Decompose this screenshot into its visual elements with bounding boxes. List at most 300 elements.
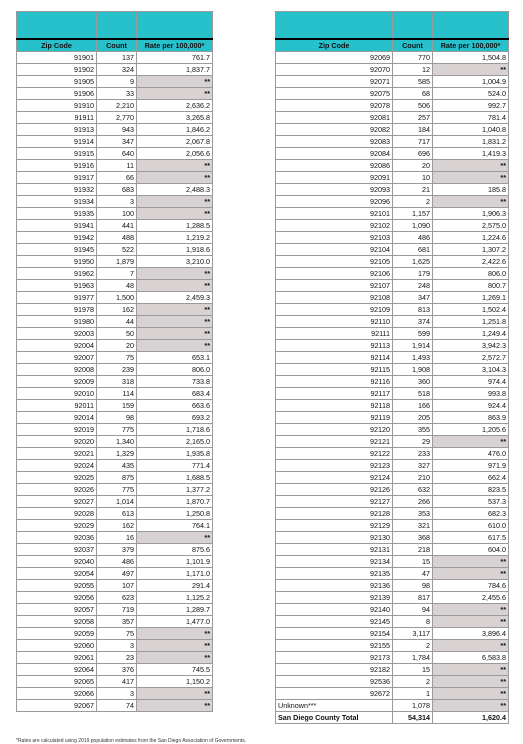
zip-cell: 91942	[17, 232, 97, 244]
count-cell: 11	[97, 160, 137, 172]
count-cell: 488	[97, 232, 137, 244]
table-row	[276, 376, 509, 388]
count-cell: 360	[393, 376, 433, 388]
rate-cell: 1,831.2	[433, 136, 509, 148]
table-row	[276, 352, 509, 364]
rate-cell: **	[137, 88, 213, 100]
zip-cell: 91916	[17, 160, 97, 172]
zip-cell: 92040	[17, 556, 97, 568]
zip-cell: 92113	[276, 340, 393, 352]
rate-cell: **	[137, 532, 213, 544]
zip-cell: 92060	[17, 640, 97, 652]
rate-cell: 610.0	[433, 520, 509, 532]
count-cell: 2	[393, 676, 433, 688]
rate-cell: 3,942.3	[433, 340, 509, 352]
table-row	[17, 184, 213, 196]
table-row	[17, 388, 213, 400]
rate-cell: 1,249.4	[433, 328, 509, 340]
count-cell: 613	[97, 508, 137, 520]
count-cell: 321	[393, 520, 433, 532]
rate-cell: 2,165.0	[137, 436, 213, 448]
count-cell: 166	[393, 400, 433, 412]
zip-cell: 92145	[276, 616, 393, 628]
table-row	[17, 136, 213, 148]
count-cell: 441	[97, 220, 137, 232]
count-cell: 376	[97, 664, 137, 676]
rate-cell: 1,288.5	[137, 220, 213, 232]
zip-cell: 91913	[17, 124, 97, 136]
zip-cell: 92672	[276, 688, 393, 700]
table-row	[276, 568, 509, 580]
zip-cell: 92109	[276, 304, 393, 316]
rate-cell: 806.0	[433, 268, 509, 280]
table-row	[17, 352, 213, 364]
count-cell: 875	[97, 472, 137, 484]
rate-cell: **	[433, 616, 509, 628]
zip-cell: 92024	[17, 460, 97, 472]
zip-cell: 92102	[276, 220, 393, 232]
count-cell: 1,500	[97, 292, 137, 304]
table-row	[17, 64, 213, 76]
table-row	[276, 436, 509, 448]
count-cell: 12	[393, 64, 433, 76]
zip-cell: 92121	[276, 436, 393, 448]
zip-cell: 92014	[17, 412, 97, 424]
total-row	[276, 712, 509, 724]
rate-cell: **	[433, 196, 509, 208]
zip-cell: 92003	[17, 328, 97, 340]
count-cell: 518	[393, 388, 433, 400]
count-cell: 486	[393, 232, 433, 244]
table-row	[17, 232, 213, 244]
rate-cell: 1,918.6	[137, 244, 213, 256]
table-row	[17, 52, 213, 64]
total-count: 54,314	[393, 712, 433, 724]
table-row	[17, 436, 213, 448]
rate-cell: 663.6	[137, 400, 213, 412]
table-row	[276, 640, 509, 652]
table-row	[276, 292, 509, 304]
zip-cell: 91902	[17, 64, 97, 76]
rate-cell: 2,572.7	[433, 352, 509, 364]
zip-cell: 91910	[17, 100, 97, 112]
header-count: Count	[393, 39, 433, 52]
rate-cell: 1,377.2	[137, 484, 213, 496]
rate-cell: 800.7	[433, 280, 509, 292]
rate-cell: 1,718.6	[137, 424, 213, 436]
table-row	[276, 616, 509, 628]
right-zip-table	[275, 11, 509, 724]
table-row	[17, 472, 213, 484]
zip-cell: 92136	[276, 580, 393, 592]
zip-cell: 91932	[17, 184, 97, 196]
zip-cell: 92115	[276, 364, 393, 376]
table-row	[276, 124, 509, 136]
table-row	[276, 76, 509, 88]
rate-cell: **	[433, 664, 509, 676]
zip-cell: 92123	[276, 460, 393, 472]
table-row	[276, 256, 509, 268]
table-row	[17, 676, 213, 688]
table-row	[17, 400, 213, 412]
zip-cell: 92129	[276, 520, 393, 532]
table-row	[17, 412, 213, 424]
table-row	[17, 424, 213, 436]
header-zip: Zip Code	[276, 39, 393, 52]
rate-cell: 2,067.8	[137, 136, 213, 148]
count-cell: 1,914	[393, 340, 433, 352]
count-cell: 20	[393, 160, 433, 172]
table-row	[17, 196, 213, 208]
zip-cell: 92119	[276, 412, 393, 424]
zip-cell: 92111	[276, 328, 393, 340]
zip-cell: 92025	[17, 472, 97, 484]
zip-cell: 92096	[276, 196, 393, 208]
count-cell: 417	[97, 676, 137, 688]
zip-cell: 92070	[276, 64, 393, 76]
count-cell: 1,493	[393, 352, 433, 364]
table-row	[17, 172, 213, 184]
count-cell: 1,157	[393, 208, 433, 220]
table-row	[17, 244, 213, 256]
table-row	[17, 364, 213, 376]
count-cell: 75	[97, 352, 137, 364]
header-band	[17, 12, 213, 40]
table-row	[17, 76, 213, 88]
count-cell: 218	[393, 544, 433, 556]
table-row	[276, 604, 509, 616]
table-row	[276, 304, 509, 316]
rate-cell: 604.0	[433, 544, 509, 556]
rate-cell: 3,104.3	[433, 364, 509, 376]
count-cell: 98	[393, 580, 433, 592]
count-cell: 353	[393, 508, 433, 520]
count-cell: 2,770	[97, 112, 137, 124]
table-row	[17, 268, 213, 280]
rate-cell: 524.0	[433, 88, 509, 100]
rate-cell: **	[137, 280, 213, 292]
zip-cell: 92055	[17, 580, 97, 592]
count-cell: 813	[393, 304, 433, 316]
table-row	[276, 172, 509, 184]
rate-cell: **	[137, 304, 213, 316]
zip-cell: 92027	[17, 496, 97, 508]
rate-cell: **	[433, 640, 509, 652]
table-row	[17, 688, 213, 700]
rate-cell: 537.3	[433, 496, 509, 508]
rate-cell: 971.9	[433, 460, 509, 472]
zip-cell: 92082	[276, 124, 393, 136]
rate-cell: 781.4	[433, 112, 509, 124]
rate-cell: 2,422.6	[433, 256, 509, 268]
zip-cell: 92116	[276, 376, 393, 388]
table-row	[276, 688, 509, 700]
table-row	[17, 124, 213, 136]
zip-cell: 92124	[276, 472, 393, 484]
count-cell: 7	[97, 268, 137, 280]
zip-cell: 92078	[276, 100, 393, 112]
rate-cell: **	[433, 568, 509, 580]
count-cell: 318	[97, 376, 137, 388]
count-cell: 347	[393, 292, 433, 304]
zip-cell: 91941	[17, 220, 97, 232]
zip-cell: 92083	[276, 136, 393, 148]
zip-cell: 91945	[17, 244, 97, 256]
table-row	[276, 556, 509, 568]
table-row	[276, 412, 509, 424]
rate-cell: 733.8	[137, 376, 213, 388]
rate-cell: 1,150.2	[137, 676, 213, 688]
count-cell: 770	[393, 52, 433, 64]
zip-cell: 91934	[17, 196, 97, 208]
count-cell: 239	[97, 364, 137, 376]
zip-cell: 92101	[276, 208, 393, 220]
rate-cell: 1,837.7	[137, 64, 213, 76]
count-cell: 368	[393, 532, 433, 544]
rate-cell: **	[137, 652, 213, 664]
count-cell: 683	[97, 184, 137, 196]
zip-cell: 91977	[17, 292, 97, 304]
rate-cell: 1,935.8	[137, 448, 213, 460]
count-cell: 324	[97, 64, 137, 76]
rate-cell: **	[137, 76, 213, 88]
table-row	[276, 664, 509, 676]
table-row	[276, 364, 509, 376]
count-cell: 15	[393, 556, 433, 568]
zip-cell: 92182	[276, 664, 393, 676]
zip-cell: 92009	[17, 376, 97, 388]
rate-cell: **	[433, 64, 509, 76]
count-cell: 137	[97, 52, 137, 64]
zip-cell: 91914	[17, 136, 97, 148]
zip-cell: 92036	[17, 532, 97, 544]
zip-cell: 92075	[276, 88, 393, 100]
zip-cell: 92065	[17, 676, 97, 688]
zip-cell: 92536	[276, 676, 393, 688]
count-cell: 1,340	[97, 436, 137, 448]
zip-cell: 92059	[17, 628, 97, 640]
table-row	[17, 148, 213, 160]
table-row	[276, 148, 509, 160]
unknown-rate: **	[433, 700, 509, 712]
table-row	[276, 652, 509, 664]
table-row	[17, 640, 213, 652]
rate-cell: 185.8	[433, 184, 509, 196]
rate-cell: **	[137, 172, 213, 184]
table-row	[276, 112, 509, 124]
rate-cell: **	[433, 676, 509, 688]
zip-cell: 92106	[276, 268, 393, 280]
zip-cell: 91935	[17, 208, 97, 220]
count-cell: 327	[393, 460, 433, 472]
zip-cell: 92139	[276, 592, 393, 604]
table-row	[17, 316, 213, 328]
table-row	[276, 496, 509, 508]
zip-cell: 91963	[17, 280, 97, 292]
unknown-count: 1,078	[393, 700, 433, 712]
table-row	[17, 292, 213, 304]
zip-cell: 91980	[17, 316, 97, 328]
header-zip: Zip Code	[17, 39, 97, 52]
zip-cell: 92114	[276, 352, 393, 364]
zip-cell: 92007	[17, 352, 97, 364]
table-row	[17, 616, 213, 628]
count-cell: 640	[97, 148, 137, 160]
zip-cell: 92117	[276, 388, 393, 400]
zip-cell: 92056	[17, 592, 97, 604]
zip-cell: 92155	[276, 640, 393, 652]
zip-cell: 92173	[276, 652, 393, 664]
zip-cell: 92064	[17, 664, 97, 676]
zip-cell: 91950	[17, 256, 97, 268]
zip-cell: 92054	[17, 568, 97, 580]
zip-cell: 92066	[17, 688, 97, 700]
rate-cell: 771.4	[137, 460, 213, 472]
count-cell: 162	[97, 520, 137, 532]
table-row	[17, 256, 213, 268]
table-row	[276, 580, 509, 592]
table-row	[17, 484, 213, 496]
count-cell: 10	[393, 172, 433, 184]
rate-cell: **	[137, 628, 213, 640]
rate-cell: 6,583.8	[433, 652, 509, 664]
table-row	[17, 700, 213, 712]
left-table-body	[17, 12, 213, 712]
rate-cell: 617.5	[433, 532, 509, 544]
rate-cell: 992.7	[433, 100, 509, 112]
rate-cell: 693.2	[137, 412, 213, 424]
count-cell: 3	[97, 196, 137, 208]
zip-cell: 92081	[276, 112, 393, 124]
rate-cell: 1,040.8	[433, 124, 509, 136]
table-row	[276, 160, 509, 172]
zip-cell: 92084	[276, 148, 393, 160]
zip-cell: 92008	[17, 364, 97, 376]
header-count: Count	[97, 39, 137, 52]
count-cell: 162	[97, 304, 137, 316]
zip-cell: 92103	[276, 232, 393, 244]
zip-cell: 92105	[276, 256, 393, 268]
zip-cell: 92037	[17, 544, 97, 556]
table-row	[276, 232, 509, 244]
count-cell: 943	[97, 124, 137, 136]
count-cell: 355	[393, 424, 433, 436]
rate-cell: 1,688.5	[137, 472, 213, 484]
rate-cell: 806.0	[137, 364, 213, 376]
count-cell: 74	[97, 700, 137, 712]
rate-cell: 682.3	[433, 508, 509, 520]
count-cell: 100	[97, 208, 137, 220]
zip-cell: 91906	[17, 88, 97, 100]
count-cell: 233	[393, 448, 433, 460]
table-row	[17, 652, 213, 664]
rate-cell: 2,056.6	[137, 148, 213, 160]
rate-cell: 291.4	[137, 580, 213, 592]
count-cell: 257	[393, 112, 433, 124]
table-row	[276, 208, 509, 220]
rate-cell: 1,846.2	[137, 124, 213, 136]
unknown-row	[276, 700, 509, 712]
zip-cell: 91905	[17, 76, 97, 88]
count-cell: 817	[393, 592, 433, 604]
count-cell: 1,014	[97, 496, 137, 508]
table-row	[276, 88, 509, 100]
count-cell: 248	[393, 280, 433, 292]
rate-cell: **	[137, 208, 213, 220]
table-row	[276, 484, 509, 496]
rate-cell: 683.4	[137, 388, 213, 400]
count-cell: 717	[393, 136, 433, 148]
rate-cell: 993.8	[433, 388, 509, 400]
count-cell: 632	[393, 484, 433, 496]
count-cell: 66	[97, 172, 137, 184]
rate-cell: 3,265.8	[137, 112, 213, 124]
table-row	[276, 100, 509, 112]
table-row	[276, 220, 509, 232]
rate-cell: 1,307.2	[433, 244, 509, 256]
zip-cell: 92086	[276, 160, 393, 172]
count-cell: 50	[97, 328, 137, 340]
table-row	[276, 64, 509, 76]
table-row	[276, 460, 509, 472]
table-row	[17, 664, 213, 676]
table-row	[17, 448, 213, 460]
header-rate: Rate per 100,000*	[433, 39, 509, 52]
table-row	[17, 100, 213, 112]
rate-cell: **	[433, 556, 509, 568]
table-row	[17, 208, 213, 220]
count-cell: 623	[97, 592, 137, 604]
count-cell: 33	[97, 88, 137, 100]
count-cell: 497	[97, 568, 137, 580]
zip-cell: 92091	[276, 172, 393, 184]
rate-cell: 974.4	[433, 376, 509, 388]
rate-cell: 823.5	[433, 484, 509, 496]
table-row	[17, 496, 213, 508]
rate-cell: 1,477.0	[137, 616, 213, 628]
total-label: San Diego County Total	[276, 712, 393, 724]
count-cell: 179	[393, 268, 433, 280]
rate-cell: 924.4	[433, 400, 509, 412]
count-cell: 159	[97, 400, 137, 412]
unknown-label: Unknown***	[276, 700, 393, 712]
count-cell: 1,879	[97, 256, 137, 268]
zip-cell: 92057	[17, 604, 97, 616]
count-cell: 16	[97, 532, 137, 544]
count-cell: 205	[393, 412, 433, 424]
zip-cell: 92061	[17, 652, 97, 664]
table-row	[276, 340, 509, 352]
zip-cell: 91911	[17, 112, 97, 124]
table-row	[17, 544, 213, 556]
count-cell: 696	[393, 148, 433, 160]
rate-cell: **	[433, 172, 509, 184]
rate-cell: **	[137, 316, 213, 328]
table-row	[276, 280, 509, 292]
count-cell: 1,784	[393, 652, 433, 664]
total-rate: 1,620.4	[433, 712, 509, 724]
table-row	[276, 388, 509, 400]
count-cell: 506	[393, 100, 433, 112]
table-row	[276, 400, 509, 412]
count-cell: 68	[393, 88, 433, 100]
rate-cell: 1,125.2	[137, 592, 213, 604]
header-rate: Rate per 100,000*	[137, 39, 213, 52]
count-cell: 47	[393, 568, 433, 580]
count-cell: 357	[97, 616, 137, 628]
header-row	[17, 39, 213, 52]
count-cell: 9	[97, 76, 137, 88]
